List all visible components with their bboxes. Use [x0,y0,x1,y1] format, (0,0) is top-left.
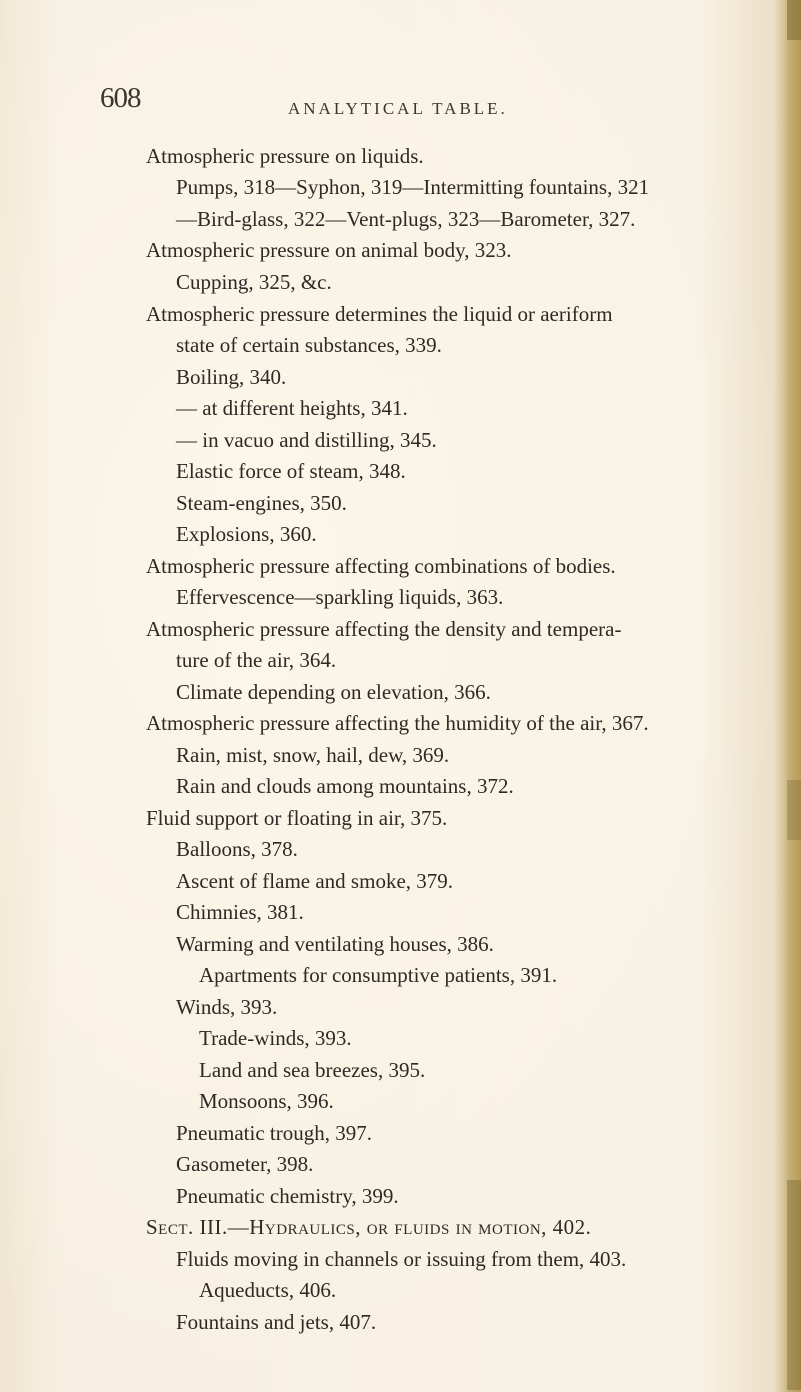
entry: Pneumatic chemistry, 399. [176,1184,399,1208]
entry: Fountains and jets, 407. [176,1310,377,1334]
entry-subitem: Monsoons, 396. [199,1089,334,1113]
entry: — in vacuo and distilling, 345. [176,428,437,452]
entry-continuation: —Bird-glass, 322—Vent-plugs, 323—Barometer, 327. [176,207,636,231]
entry: Winds, 393. [176,995,278,1019]
entry: Ascent of flame and smoke, 379. [176,869,454,893]
entry: Pumps, 318—Syphon, 319—Intermitting fountains, 321 [176,175,650,199]
entry-subitem: Trade-winds, 393. [199,1026,352,1050]
page-edge-stain [787,780,801,840]
entry: Gasometer, 398. [176,1152,314,1176]
page-number: 608 [100,82,141,114]
entry: Balloons, 378. [176,837,298,861]
page-edge-stain [787,1180,801,1390]
section-heading: Sect. III.—Hydraulics, or fluids in motion, 402. [146,1215,592,1239]
entry-heading: Atmospheric pressure on liquids. [146,144,424,168]
entry: Elastic force of steam, 348. [176,459,406,483]
entry: Cupping, 325, &c. [176,270,332,294]
entry-subitem: Aqueducts, 406. [199,1278,337,1302]
entry-heading: Atmospheric pressure affecting combinations of bodies. [146,554,616,578]
entry-continuation: ture of the air, 364. [176,648,337,672]
page-edge-stain [787,0,801,40]
running-head: ANALYTICAL TABLE. [288,99,508,118]
entry: Effervescence—sparkling liquids, 363. [176,585,504,609]
entry: Rain, mist, snow, hail, dew, 369. [176,743,450,767]
entry: Pneumatic trough, 397. [176,1121,372,1145]
entry: Chimnies, 381. [176,900,304,924]
entry-continuation: state of certain substances, 339. [176,333,442,357]
entry-heading: Atmospheric pressure affecting the density and tempera- [146,617,622,641]
entry-heading: Atmospheric pressure determines the liquid or aeriform [146,302,613,326]
entry-heading: Atmospheric pressure on animal body, 323. [146,238,512,262]
entry: Fluids moving in channels or issuing from them, 403. [176,1247,627,1271]
entry: Rain and clouds among mountains, 372. [176,774,514,798]
entry: Climate depending on elevation, 366. [176,680,491,704]
entry: Explosions, 360. [176,522,317,546]
entry: Boiling, 340. [176,365,287,389]
entry: Steam-engines, 350. [176,491,347,515]
entry-heading: Atmospheric pressure affecting the humidity of the air, 367. [146,711,649,735]
entry: — at different heights, 341. [176,396,408,420]
entry: Warming and ventilating houses, 386. [176,932,494,956]
entry-subitem: Land and sea breezes, 395. [199,1058,426,1082]
entry-subitem: Apartments for consumptive patients, 391. [199,963,558,987]
entry-heading: Fluid support or floating in air, 375. [146,806,448,830]
